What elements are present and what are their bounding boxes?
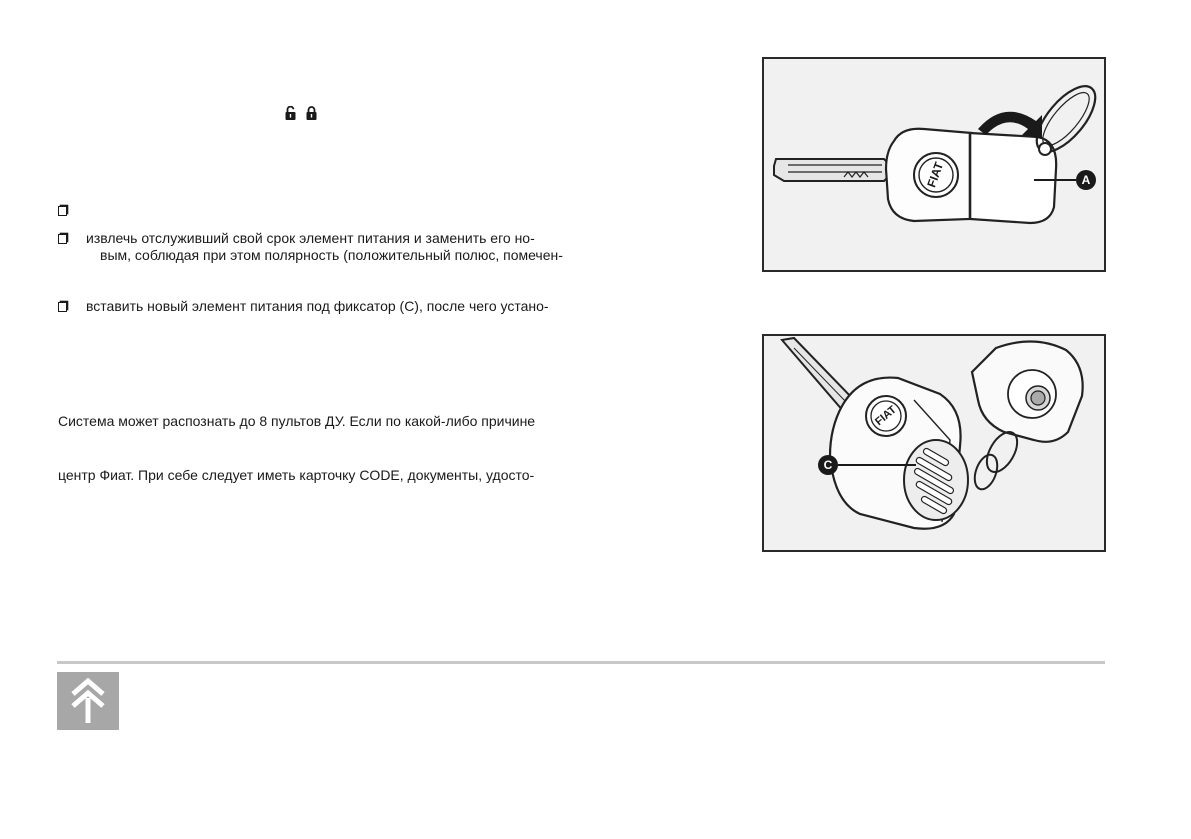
- paragraph: Система может распознать до 8 пультов ДУ. Если по какой-либо причине: [58, 413, 536, 429]
- paragraph: центр Фиат. При себе следует иметь карточку CODE, документы, удосто-: [58, 467, 535, 483]
- fiat-logo: [866, 396, 906, 436]
- fiat-logo-text: FIAT: [873, 403, 899, 429]
- fiat-logo: [914, 153, 958, 197]
- list-item: [58, 202, 86, 216]
- unlock-icon: [285, 106, 296, 120]
- callout-a-label: A: [1081, 173, 1091, 188]
- list-item-text: извлечь отслуживший свой срок элемент питания и заменить его но-: [86, 230, 535, 246]
- checkbox-bullet-icon: [58, 234, 67, 244]
- lock-icons-row: [285, 106, 317, 120]
- battery-compartment-illustration: [764, 336, 1104, 550]
- list-item-text: вставить новый элемент питания под фиксатор (C), после чего устано-: [86, 298, 549, 314]
- checkbox-bullet-icon: [58, 302, 67, 312]
- list-item: [58, 230, 563, 264]
- lock-icon: [306, 106, 317, 120]
- list-item-text: вым, соблюдая при этом полярность (положительный полюс, помечен-: [100, 247, 563, 263]
- key-fob-illustration: [764, 59, 1104, 270]
- list-item: [58, 298, 549, 315]
- chevron-double-up-icon: [69, 678, 107, 724]
- scroll-to-top-button[interactable]: [57, 672, 119, 730]
- figure-battery-compartment: [762, 334, 1106, 552]
- fiat-logo-text: FIAT: [924, 160, 947, 190]
- checkbox-bullet-icon: [58, 206, 67, 216]
- figure-key-cover: [762, 57, 1106, 272]
- page-divider: [57, 661, 1105, 664]
- callout-c-label: C: [823, 458, 833, 473]
